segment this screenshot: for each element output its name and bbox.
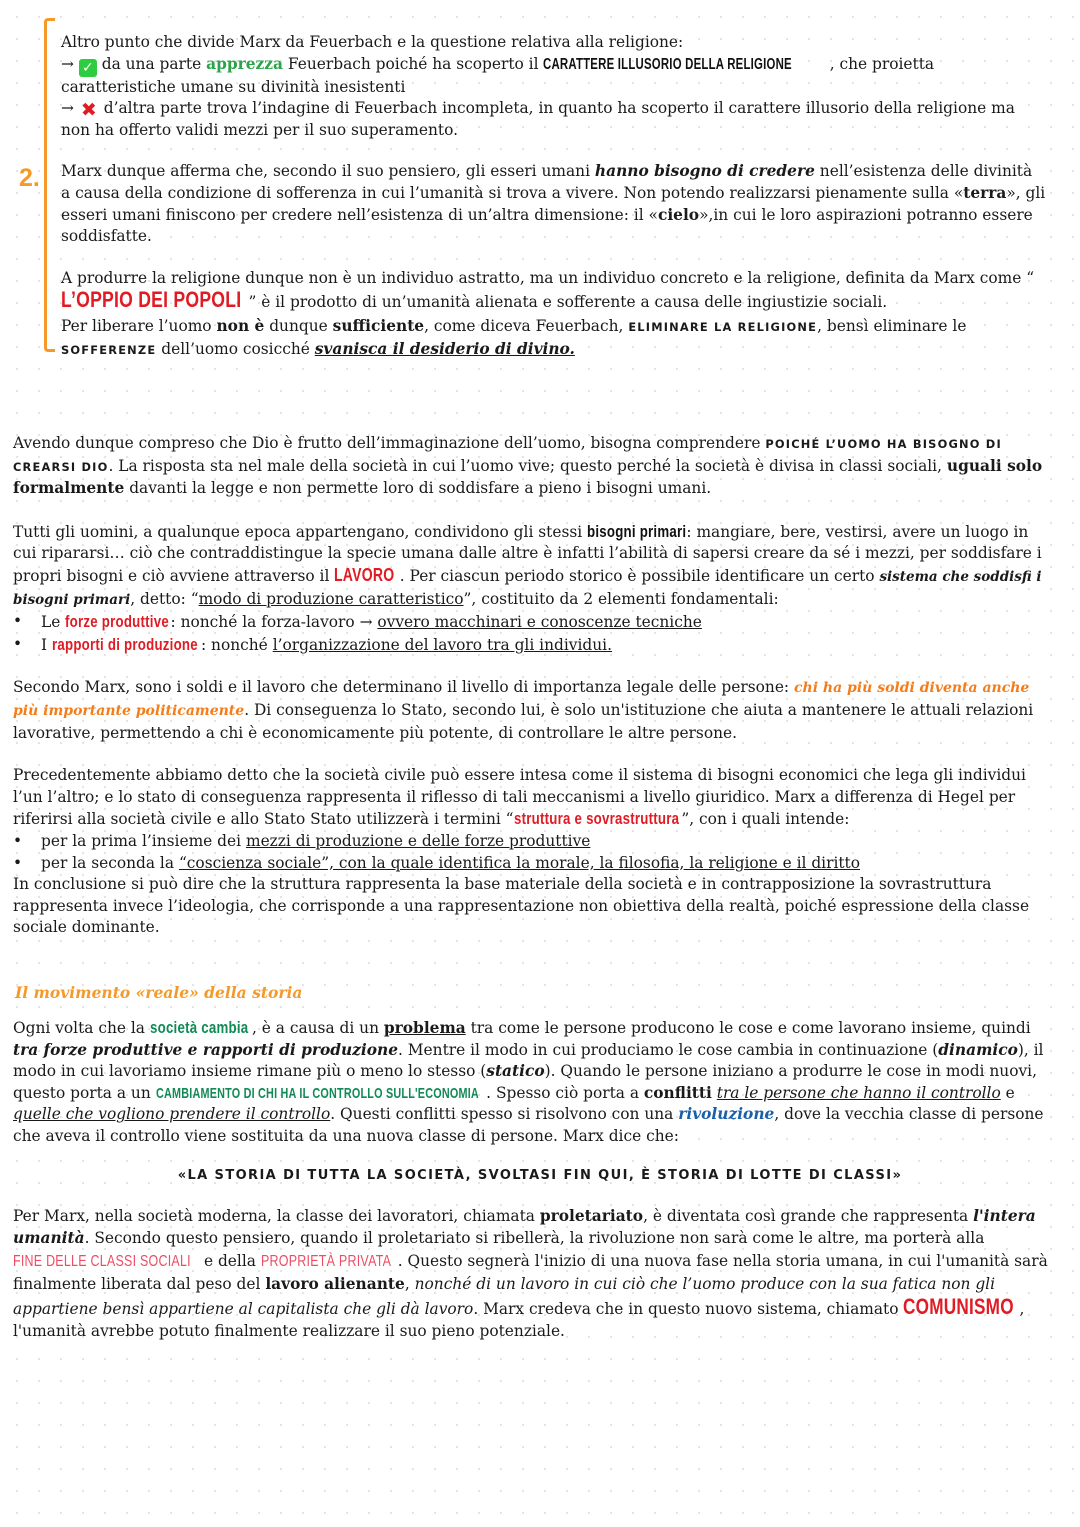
list-item: • Le forze produttive: nonché la forza-lavoro → ovvero macchinari e conoscenze tecniche xyxy=(13,611,1053,634)
pro-line: → ✓ da una parte apprezza Feuerbach poiché ha scoperto il CARATTERE ILLUSORIO DELLA RELIGIONE , che proietta caratteristiche umane su divinità inesistenti xyxy=(61,54,935,96)
cross-icon: ✖ xyxy=(80,99,97,122)
marx-quote: «LA STORIA DI TUTTA LA SOCIETÀ, SVOLTASI FIN QUI, È STORIA DI LOTTE DI CLASSI» xyxy=(177,1168,903,1183)
section-number: 2. xyxy=(19,164,40,192)
structure-paragraph: Precedentemente abbiamo detto che la società civile può essere intesa come il sistema di bisogni economici che lega gli individui l’un l’altro; e lo stato di conseguenza rappresenta il riflesso di tali meccanismi a livello giuridico. Marx a differenza di Hegel per riferirsi alla società civile e allo Stato Stato utilizzerà i termini “struttura e sovrastruttura ”, con i quali intende: xyxy=(13,766,1026,829)
change-paragraph: Ogni volta che la società cambia , è a causa di un problema tra come le persone producono le cose e come lavorano insieme, quindi tra forze produttive e rapporti di produzione. Mentre il modo in cui produciamo le cose cambia in continuazione (dinamico), il modo in cui lavoriamo insieme rimane più o meno lo stesso (statico). Quando le persone iniziano a produrre le cose in modi nuovi, questo porta a un CAMBIAMENTO DI CHI HA IL CONTROLLO SULL'ECONOMIA . Spesso ciò porta a conflitti tra le persone che hanno il controllo e quelle che vogliono prendere il controllo. Questi conflitti spesso si risolvono con una rivoluzione, dove la vecchia classe di persone che aveva il controllo viene sostituita da una nuova classe di persone. Marx dice che: xyxy=(13,1018,1044,1145)
religion-block xyxy=(61,32,1046,361)
section-heading: Il movimento «reale» della storia xyxy=(15,983,303,1002)
list-item: • per la seconda la “coscienza sociale”, con la quale identifica la morale, la filosofia, la religione e il diritto xyxy=(13,853,1053,875)
structure-list xyxy=(13,831,1053,874)
production-elements-list xyxy=(13,611,1053,656)
check-icon: ✓ xyxy=(79,59,97,77)
need-to-believe-paragraph: Marx dunque afferma che, secondo il suo pensiero, gli esseri umani hanno bisogno di credere nell’esistenza delle divinità a causa della condizione di sofferenza in cui l’umanità si trova a vivere. Non potendo realizzarsi pienamente sulla «terra», gli esseri umani finiscono per credere nell’esistenza di un’altra dimensione: il «cielo»,in cui le loro aspirazioni potranno essere soddisfatte. xyxy=(61,162,1046,246)
god-paragraph: Avendo dunque compreso che Dio è frutto dell’immaginazione dell’uomo, bisogna comprendere POICHÉ L’UOMO HA BISOGNO DI CREARSI DIO. La risposta sta nel male della società in cui l’uomo vive; questo perché la società è divisa in classi sociali, uguali solo formalmente davanti la legge e non permette loro di soddisfare a pieno i bisogni umani. xyxy=(13,434,1043,498)
needs-paragraph: Tutti gli uomini, a qualunque epoca appartengano, condividono gli stessi bisogni primari: mangiare, bere, vestirsi, avere un luogo in cui ripararsi… ciò che contraddistingue la specie umana dalle altre è infatti l’abilità di sapersi creare da sé i mezzi, per soddisfare i propri bisogni e ciò avviene attraverso il LAVORO . Per ciascun periodo storico è possibile identificare un certo sistema che soddisfi i bisogni primari, detto: “modo di produzione caratteristico”, costituito da 2 elementi fondamentali: xyxy=(13,521,1042,608)
proletariat-block xyxy=(13,1205,1053,1342)
list-item: • I rapporti di produzione : nonché l’organizzazione del lavoro tra gli individui. xyxy=(13,634,1053,657)
conclusion-paragraph: In conclusione si può dire che la struttura rappresenta la base materiale della società e in contrapposizione la sovrastruttura rappresenta invece l’ideologia, che corrisponde a una rappresentazione non obiettiva della realtà, poiché espressione della classe sociale dominante. xyxy=(13,875,1030,937)
society-block xyxy=(13,433,1053,939)
orange-bracket xyxy=(44,18,55,352)
history-block xyxy=(13,1017,1053,1148)
opium-paragraph: A produrre la religione dunque non è un individuo astratto, ma un individuo concreto e la religione, definita da Marx come “L’OPPIO DEI POPOLI ” è il prodotto di un’umanità alienata e sofferente a causa delle ingiustizie sociali. xyxy=(61,268,1035,313)
intro-paragraph: Altro punto che divide Marx da Feuerbach e la questione relativa alla religione: xyxy=(61,33,684,51)
proletariat-paragraph: Per Marx, nella società moderna, la classe dei lavoratori, chiamata proletariato, è diventata così grande che rappresenta l'intera umanità. Secondo questo pensiero, quando il proletariato si ribellerà, la rivoluzione non sarà come le altre, ma porterà alla FINE DELLE CLASSI SOCIALI e della PROPRIETÀ PRIVATA . Questo segnerà l'inizio di una nuova fase nella storia umana, in cui l'umanità sarà finalmente liberata dal peso del lavoro alienante, nonché di un lavoro in cui ciò che l’uomo produce con la sua fatica non gli appartiene bensì appartiene al capitalista che gli dà lavoro. Marx credeva che in questo nuovo sistema, chiamato COMUNISMO , l'umanità avrebbe potuto finalmente realizzare il suo pieno potenziale. xyxy=(13,1207,1048,1341)
money-paragraph: Secondo Marx, sono i soldi e il lavoro che determinano il livello di importanza legale delle persone: chi ha più soldi diventa anche più importante politicamente. Di conseguenza lo Stato, secondo lui, è solo un'istituzione che aiuta a mantenere le attuali relazioni lavorative, permettendo a chi è economicamente più potente, di controllare le altre persone. xyxy=(13,678,1034,742)
con-line: → ✖ d’altra parte trova l’indagine di Feuerbach incompleta, in quanto ha scoperto il carattere illusorio della religione ma non ha offerto validi mezzi per il suo superamento. xyxy=(61,99,1015,139)
list-item: • per la prima l’insieme dei mezzi di produzione e delle forze produttive xyxy=(13,831,1053,853)
liberation-paragraph: Per liberare l’uomo non è dunque sufficiente, come diceva Feuerbach, ELIMINARE LA RELIGIONE, bensì eliminare le SOFFERENZE dell’uomo cosicché svanisca il desiderio di divino. xyxy=(61,316,967,358)
